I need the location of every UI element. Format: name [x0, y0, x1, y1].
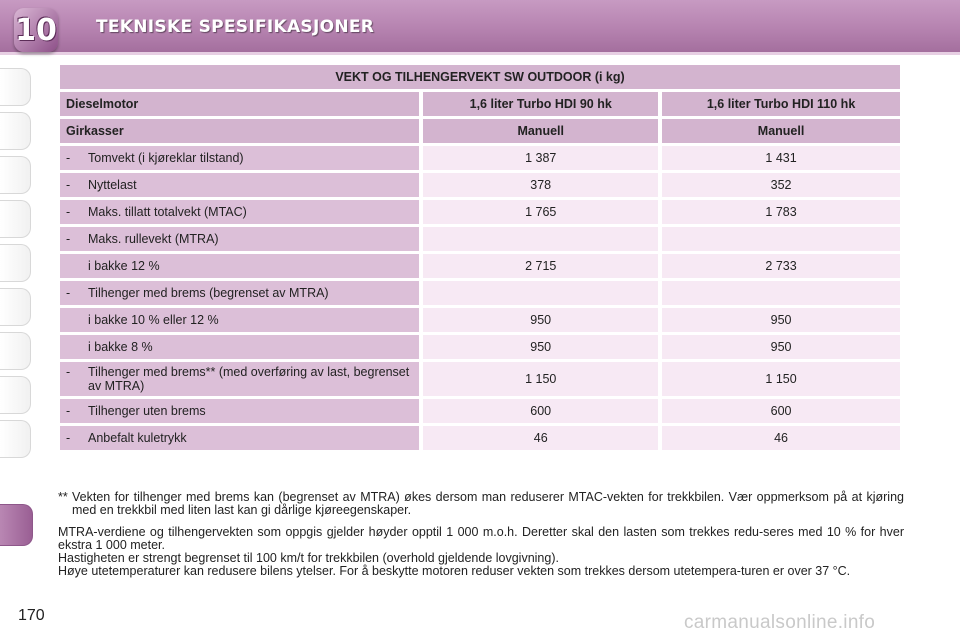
row-dash: - — [66, 178, 71, 192]
row-dash — [66, 313, 88, 327]
row-value-110hk: 950 — [662, 335, 900, 359]
table-row — [60, 399, 900, 423]
row-value-110hk: 950 — [662, 308, 900, 332]
row-label-text: Nyttelast — [88, 178, 137, 192]
row-value-90hk — [423, 227, 658, 251]
footnote-mark: ** — [58, 490, 68, 504]
row-value-110hk: 1 431 — [662, 146, 900, 170]
row-value-110hk: 600 — [662, 399, 900, 423]
row-value-90hk: 600 — [423, 399, 658, 423]
chapter-tab-9[interactable] — [0, 420, 31, 458]
engine-col-110hk: 1,6 liter Turbo HDI 110 hk — [662, 92, 900, 116]
row-dash: - — [66, 286, 71, 300]
chapter-tab-4[interactable] — [0, 200, 31, 238]
row-value-110hk — [662, 281, 900, 305]
row-label-cell — [60, 399, 419, 423]
row-value-90hk: 46 — [423, 426, 658, 450]
row-value-110hk: 352 — [662, 173, 900, 197]
footnote-text: Vekten for tilhenger med brems kan (begrenset av MTRA) økes dersom man reduserer MTAC-vekten for trekkbilen. Vær oppmerksom på at kjøring med en trekkbil med liten last kan gi dårlige kjøreegenskaper. — [72, 490, 904, 517]
row-value-90hk: 1 387 — [423, 146, 658, 170]
row-label — [66, 286, 413, 300]
row-label — [66, 178, 413, 192]
row-dash: - — [66, 232, 71, 246]
chapter-tab-7[interactable] — [0, 332, 31, 370]
row-label — [66, 151, 413, 165]
header-divider — [0, 52, 960, 55]
gearbox-col-110hk: Manuell — [662, 119, 900, 143]
weight-spec-table — [56, 62, 904, 453]
table-row — [60, 254, 900, 278]
table-row — [60, 426, 900, 450]
row-label-cell — [60, 308, 419, 332]
page-title: TEKNISKE SPESIFIKASJONER — [96, 17, 375, 37]
row-label-cell — [60, 362, 419, 396]
table-row — [60, 173, 900, 197]
watermark: carmanualsonline.info — [684, 612, 876, 633]
row-label-text: Tilhenger uten brems — [88, 404, 206, 418]
row-dash — [66, 259, 88, 273]
row-value-110hk: 2 733 — [662, 254, 900, 278]
row-label — [66, 404, 413, 418]
table-row — [60, 362, 900, 396]
chapter-tab-2[interactable] — [0, 112, 31, 150]
chapter-tab-6[interactable] — [0, 288, 31, 326]
row-label — [66, 340, 413, 354]
table-row — [60, 335, 900, 359]
row-dash — [66, 340, 88, 354]
row-label-cell — [60, 200, 419, 224]
row-label-text: Anbefalt kuletrykk — [88, 431, 187, 445]
engine-col-90hk: 1,6 liter Turbo HDI 90 hk — [423, 92, 658, 116]
row-label-text: Tilhenger med brems** (med overføring av last, begrenset av MTRA) — [88, 365, 410, 393]
row-value-110hk: 1 783 — [662, 200, 900, 224]
row-dash: - — [66, 151, 71, 165]
table-row — [60, 308, 900, 332]
table-title: VEKT OG TILHENGERVEKT SW OUTDOOR (i kg) — [60, 65, 900, 89]
note-speed: Hastigheten er strengt begrenset til 100 km/t for trekkbilen (overhold gjeldende lovgivning). — [58, 551, 559, 565]
notes — [58, 491, 904, 578]
table-row — [60, 200, 900, 224]
table-row — [60, 227, 900, 251]
row-value-110hk: 1 150 — [662, 362, 900, 396]
chapter-tab-10-active[interactable] — [0, 504, 33, 546]
footnote — [58, 491, 904, 517]
row-label — [66, 431, 413, 445]
row-label-cell — [60, 227, 419, 251]
row-label — [66, 313, 413, 327]
row-value-90hk: 950 — [423, 308, 658, 332]
row-value-90hk: 1 150 — [423, 362, 658, 396]
chapter-badge[interactable]: 10 — [14, 8, 58, 52]
row-value-90hk: 2 715 — [423, 254, 658, 278]
note-temperature: Høye utetemperaturer kan redusere bilens ytelser. For å beskytte motoren reduser vekten som trekkes dersom utetempera-turen er over 37 °C. — [58, 564, 851, 578]
spec-rows — [60, 146, 900, 450]
row-label-cell — [60, 254, 419, 278]
chapter-tab-8[interactable] — [0, 376, 31, 414]
row-value-110hk: 46 — [662, 426, 900, 450]
row-label-text: i bakke 8 % — [88, 340, 153, 354]
row-label-cell — [60, 335, 419, 359]
row-value-110hk — [662, 227, 900, 251]
row-value-90hk: 950 — [423, 335, 658, 359]
gearbox-label: Girkasser — [60, 119, 419, 143]
row-label — [66, 365, 413, 393]
row-label-text: Tilhenger med brems (begrenset av MTRA) — [88, 286, 329, 300]
row-value-90hk — [423, 281, 658, 305]
row-dash: - — [66, 431, 71, 445]
row-label — [66, 232, 413, 246]
gearbox-col-90hk: Manuell — [423, 119, 658, 143]
table-row — [60, 281, 900, 305]
chapter-tab-1[interactable] — [0, 68, 31, 106]
row-label — [66, 259, 413, 273]
chapter-tab-5[interactable] — [0, 244, 31, 282]
row-label-cell — [60, 426, 419, 450]
row-dash: - — [66, 205, 71, 219]
row-label-text: Tomvekt (i kjøreklar tilstand) — [88, 151, 244, 165]
row-label-cell — [60, 281, 419, 305]
table-row — [60, 146, 900, 170]
row-value-90hk: 1 765 — [423, 200, 658, 224]
row-label-cell — [60, 146, 419, 170]
row-label-text: Maks. tillatt totalvekt (MTAC) — [88, 205, 247, 219]
page-number: 170 — [18, 607, 45, 624]
row-label — [66, 205, 413, 219]
chapter-tab-3[interactable] — [0, 156, 31, 194]
row-value-90hk: 378 — [423, 173, 658, 197]
engine-label: Dieselmotor — [60, 92, 419, 116]
note-mtra: MTRA-verdiene og tilhengervekten som oppgis gjelder høyder opptil 1 000 m.o.h. Deretter skal den lasten som trekkes redu-seres med 10 % for hver ekstra 1 000 meter. — [58, 525, 904, 552]
row-dash: - — [66, 404, 71, 418]
row-label-text: i bakke 12 % — [88, 259, 160, 273]
row-label-cell — [60, 173, 419, 197]
row-label-text: i bakke 10 % eller 12 % — [88, 313, 219, 327]
row-dash: - — [66, 365, 71, 379]
row-label-text: Maks. rullevekt (MTRA) — [88, 232, 219, 246]
